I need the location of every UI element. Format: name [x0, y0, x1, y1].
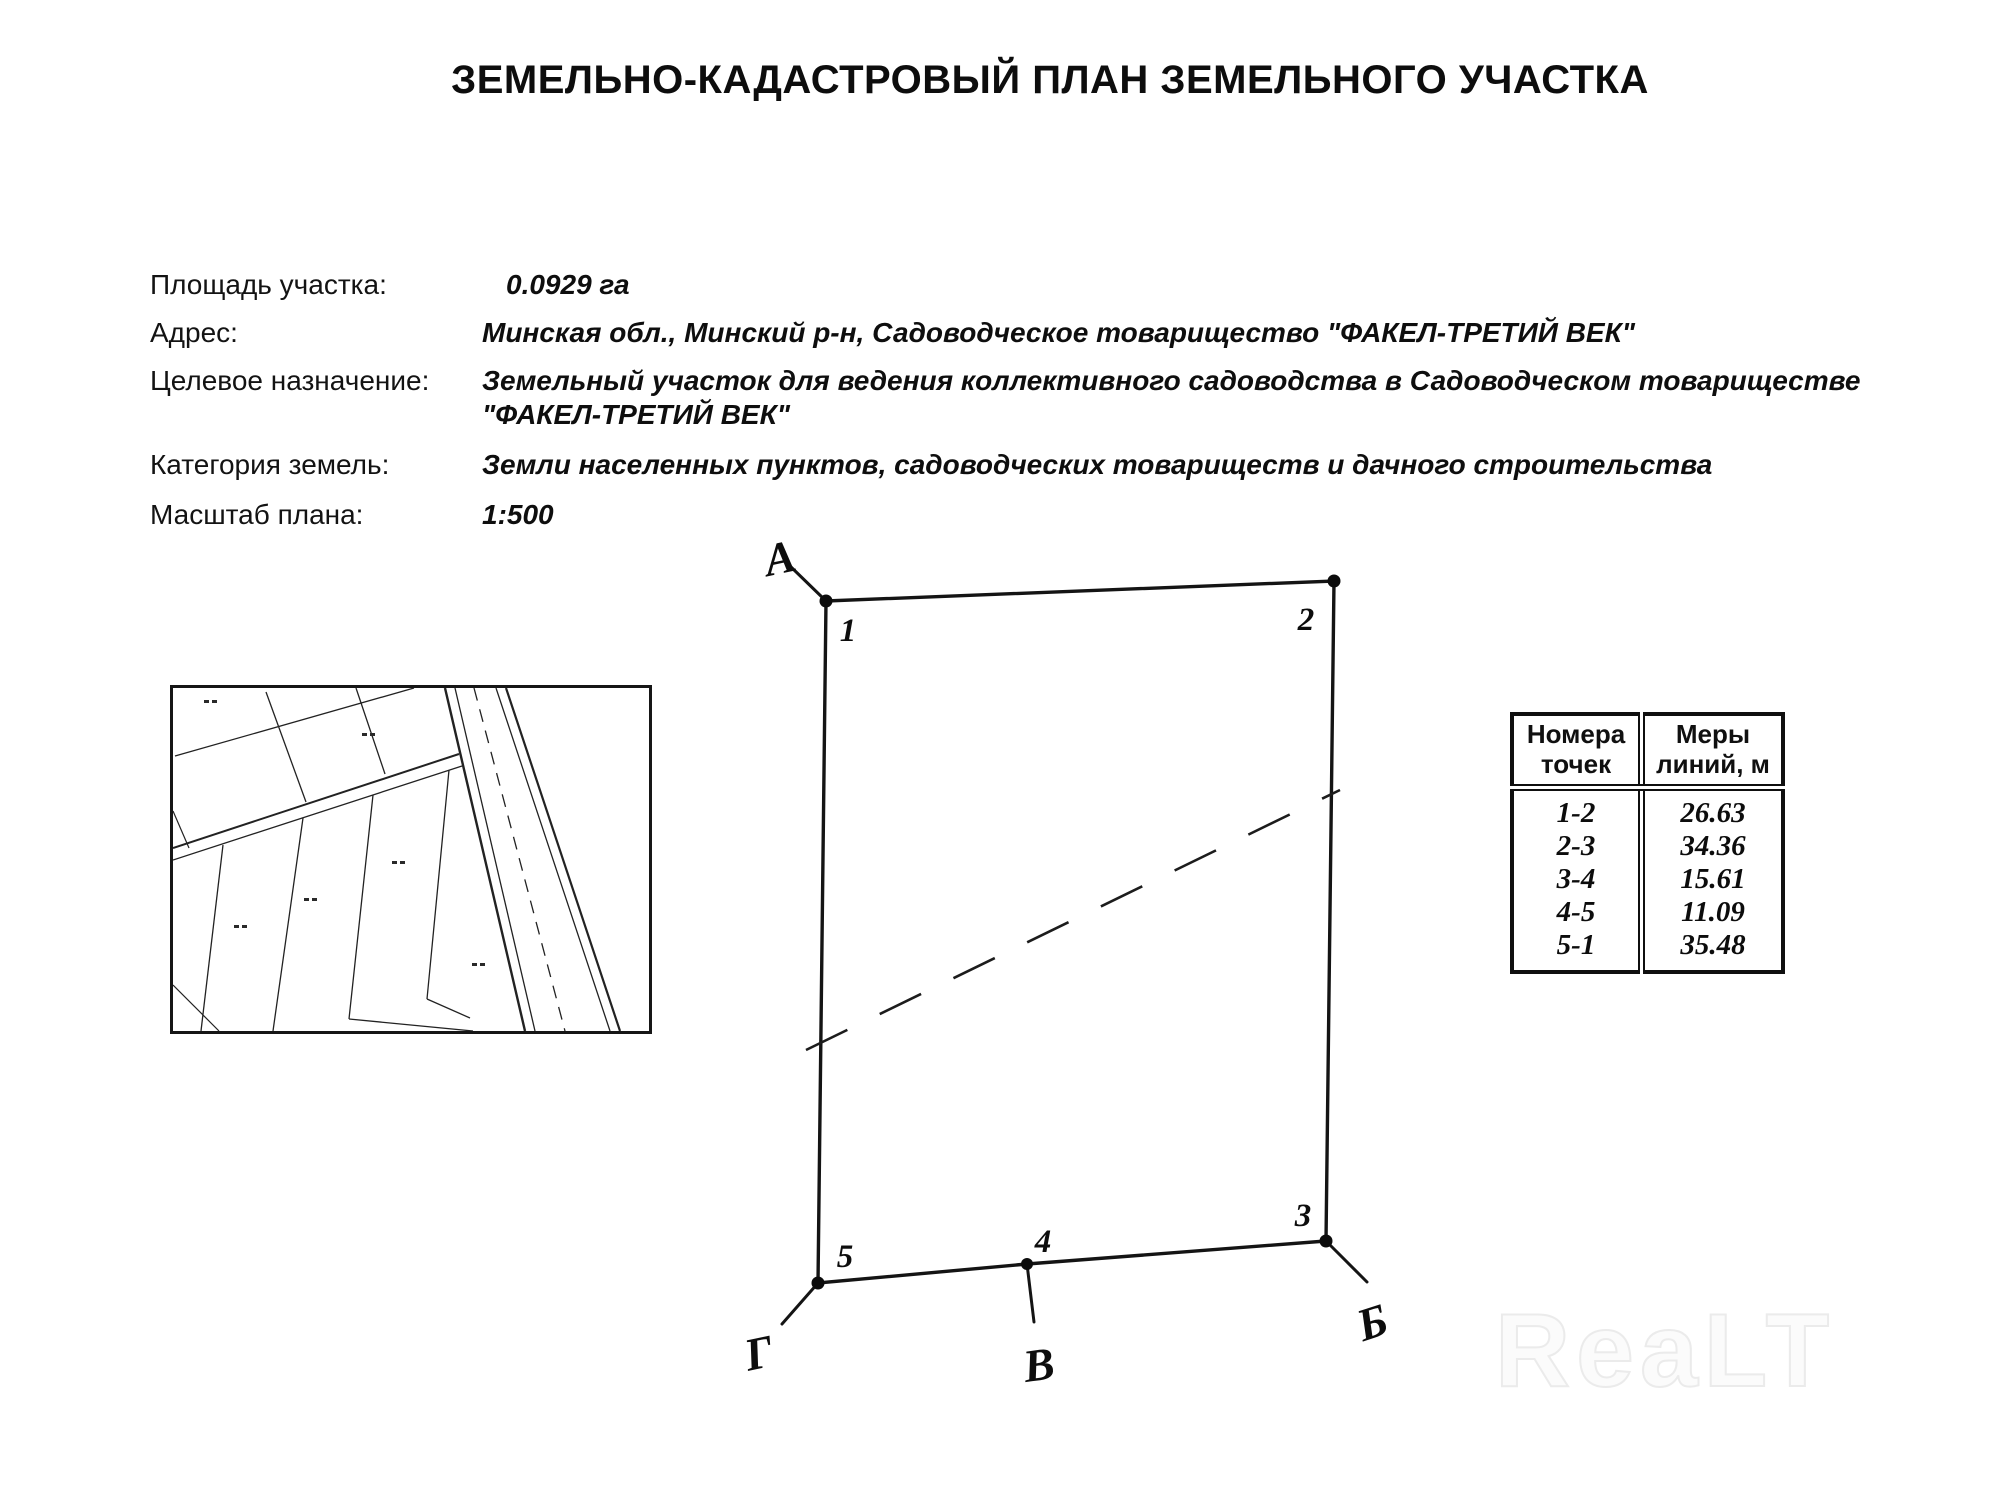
- corner-letter-g: Г: [739, 1325, 778, 1381]
- table-row: [1512, 863, 1783, 896]
- table-row: [1512, 896, 1783, 929]
- leader-line-v: [1027, 1264, 1034, 1322]
- dashed-adjacency-line: [806, 790, 1340, 1050]
- detail-label-address: Адрес:: [150, 317, 238, 348]
- plot-boundary-polygon: [818, 581, 1334, 1283]
- corner-letter-a: А: [759, 529, 801, 586]
- line-measure: 34.36: [1642, 830, 1784, 863]
- point-label-1: 1: [839, 613, 857, 649]
- header-line-measures: [1642, 714, 1784, 788]
- detail-label-category: Категория земель:: [150, 449, 390, 480]
- point-label-2: 2: [1297, 602, 1315, 638]
- point-pair: 1-2: [1556, 797, 1596, 829]
- detail-value-scale: 1:500: [482, 499, 554, 530]
- table-row: [1512, 788, 1783, 831]
- point-label-3: 3: [1294, 1198, 1312, 1234]
- leader-line-g: [782, 1283, 818, 1324]
- vertex-point-2: [1328, 575, 1341, 588]
- point-pair: 3-4: [1556, 863, 1596, 895]
- line-measure: 26.63: [1642, 788, 1784, 831]
- point-label-5: 5: [836, 1239, 854, 1275]
- detail-label-purpose: Целевое назначение:: [150, 365, 430, 396]
- table-row: [1512, 929, 1783, 972]
- detail-label-scale: Масштаб плана:: [150, 499, 364, 530]
- corner-letter-b: Б: [1350, 1293, 1394, 1352]
- point-label-4: 4: [1034, 1224, 1052, 1260]
- page-title: ЗЕМЕЛЬНО-КАДАСТРОВЫЙ ПЛАН ЗЕМЕЛЬНОГО УЧАСТКА: [451, 58, 1649, 102]
- line-measure: 35.48: [1642, 929, 1784, 972]
- detail-value-area: 0.0929 га: [506, 269, 630, 300]
- detail-value-purpose: Земельный участок для ведения коллективного садоводства в Садоводческом товариществе "ФАКЕЛ-ТРЕТИЙ ВЕК": [482, 365, 1861, 430]
- vertex-point-5: [812, 1277, 825, 1290]
- header-point-numbers: [1512, 714, 1642, 788]
- detail-value-address: Минская обл., Минский р-н, Садоводческое товарищество "ФАКЕЛ-ТРЕТИЙ ВЕК": [482, 317, 1636, 348]
- vertex-point-3: [1320, 1235, 1333, 1248]
- header-line: линий, м: [1656, 749, 1770, 779]
- detail-label-area: Площадь участка:: [150, 269, 387, 300]
- point-pair: 4-5: [1556, 896, 1596, 928]
- detail-value-category: Земли населенных пунктов, садоводческих товариществ и дачного строительства: [482, 449, 1713, 480]
- vertex-point-1: [820, 595, 833, 608]
- table-header-row: [1512, 714, 1783, 788]
- header-line: точек: [1540, 749, 1612, 779]
- leader-line-b: [1326, 1241, 1367, 1282]
- vertex-point-4: [1021, 1258, 1033, 1270]
- point-pair: 5-1: [1556, 929, 1596, 961]
- measures-table: [1510, 712, 1785, 974]
- header-line: Меры: [1675, 719, 1751, 749]
- line-measure: 11.09: [1642, 896, 1784, 929]
- table-row: [1512, 830, 1783, 863]
- line-measure: 15.61: [1642, 863, 1784, 896]
- point-pair: 2-3: [1556, 830, 1596, 862]
- watermark-logo: ReaLT: [1495, 1293, 1836, 1409]
- header-line: Номера: [1526, 719, 1626, 749]
- corner-letter-v: В: [1020, 1337, 1058, 1393]
